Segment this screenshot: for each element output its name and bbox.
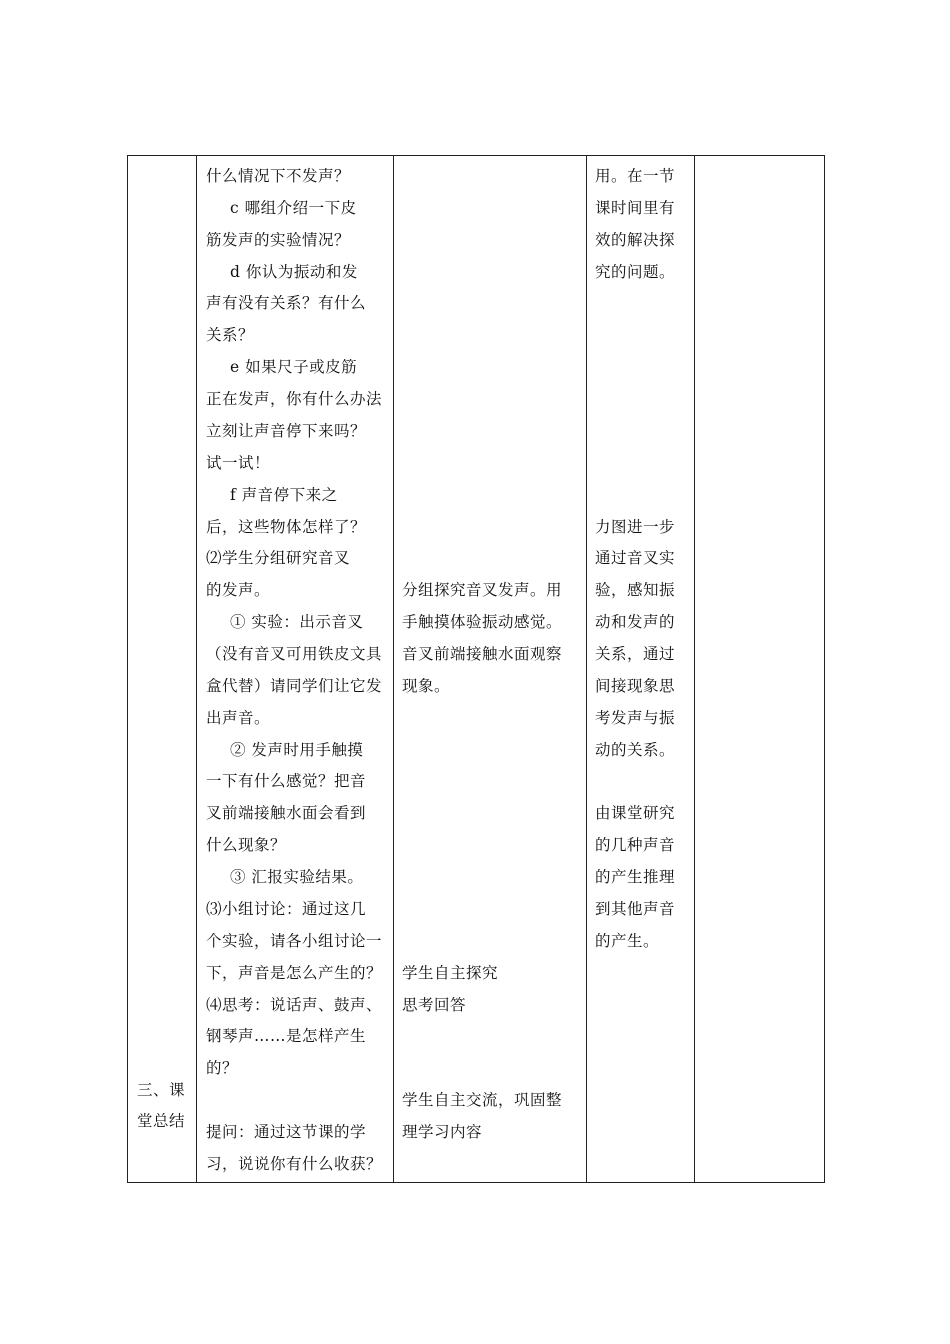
student-activity-line: 学生自主探究 bbox=[402, 964, 499, 982]
student-activity-line: 学生自主交流，巩固整 bbox=[402, 1091, 563, 1109]
teacher-activity-line: 声有没有关系？有什么 bbox=[206, 294, 367, 312]
teacher-activity-line: ⑶小组讨论：通过这几 bbox=[206, 900, 367, 918]
teacher-activity-line: 的？ bbox=[206, 1059, 239, 1077]
teacher-activity-line: 下，声音是怎么产生的？ bbox=[206, 964, 383, 982]
teacher-activity-line: 个实验，请各小组讨论一 bbox=[206, 932, 383, 950]
teacher-activity-line: 什么现象？ bbox=[206, 836, 287, 854]
teacher-activity-line: ① 实验：出示音叉 bbox=[230, 613, 364, 631]
column-divider-2 bbox=[393, 156, 394, 1182]
teacher-activity-line: 习，说说你有什么收获？ bbox=[206, 1155, 383, 1173]
student-activity-line: 思考回答 bbox=[402, 996, 467, 1014]
stage-label: 堂总结 bbox=[137, 1112, 186, 1130]
teacher-activity-line: ⑷思考：说话声、鼓声、 bbox=[206, 996, 383, 1014]
design-intent-line: 课时间里有 bbox=[595, 199, 676, 217]
teacher-activity-line: 钢琴声……是怎样产生 bbox=[206, 1027, 367, 1045]
teacher-activity-line: 后，这些物体怎样了？ bbox=[206, 518, 367, 536]
teacher-activity-line: （没有音叉可用铁皮文具 bbox=[206, 645, 383, 663]
column-divider-3 bbox=[586, 156, 587, 1182]
teacher-activity-line: 正在发声，你有什么办法 bbox=[206, 390, 383, 408]
teacher-activity-line: 什么情况下不发声？ bbox=[206, 167, 351, 185]
teacher-activity-line: 提问：通过这节课的学 bbox=[206, 1123, 367, 1141]
design-intent-line: 用。在一节 bbox=[595, 167, 676, 185]
design-intent-line: 究的问题。 bbox=[595, 263, 676, 281]
teacher-activity-line: 盒代替）请同学们让它发 bbox=[206, 677, 383, 695]
design-intent-line: 的产生推理 bbox=[595, 868, 676, 886]
teacher-activity-line: c 哪组介绍一下皮 bbox=[230, 199, 357, 217]
student-activity-line: 手触摸体验振动感觉。 bbox=[402, 613, 563, 631]
design-intent-line: 关系，通过 bbox=[595, 645, 676, 663]
teacher-activity-line: e 如果尺子或皮筋 bbox=[230, 358, 358, 376]
design-intent-line: 验，感知振 bbox=[595, 581, 676, 599]
teacher-activity-line: ③ 汇报实验结果。 bbox=[230, 868, 364, 886]
student-activity-line: 音叉前端接触水面观察 bbox=[402, 645, 563, 663]
teacher-activity-line: ② 发声时用手触摸 bbox=[230, 741, 364, 759]
column-divider-4 bbox=[694, 156, 695, 1182]
design-intent-line: 通过音叉实 bbox=[595, 549, 676, 567]
teacher-activity-line: ⑵学生分组研究音叉 bbox=[206, 549, 351, 567]
column-divider-1 bbox=[196, 156, 197, 1182]
design-intent-line: 的几种声音 bbox=[595, 836, 676, 854]
teacher-activity-line: 叉前端接触水面会看到 bbox=[206, 804, 367, 822]
teacher-activity-line: d 你认为振动和发 bbox=[230, 263, 358, 281]
student-activity-line: 现象。 bbox=[402, 677, 451, 695]
design-intent-line: 到其他声音 bbox=[595, 900, 676, 918]
student-activity-line: 分组探究音叉发声。用 bbox=[402, 581, 563, 599]
stage-label: 三、课 bbox=[137, 1081, 186, 1099]
design-intent-line: 动的关系。 bbox=[595, 741, 676, 759]
teacher-activity-line: 筋发声的实验情况？ bbox=[206, 231, 351, 249]
teacher-activity-line: 出声音。 bbox=[206, 709, 271, 727]
design-intent-line: 效的解决探 bbox=[595, 231, 676, 249]
student-activity-line: 理学习内容 bbox=[402, 1123, 483, 1141]
teacher-activity-line: 的发声。 bbox=[206, 581, 271, 599]
teacher-activity-line: 一下有什么感觉？把音 bbox=[206, 772, 367, 790]
teacher-activity-line: 立刻让声音停下来吗？ bbox=[206, 422, 367, 440]
design-intent-line: 间接现象思 bbox=[595, 677, 676, 695]
design-intent-line: 考发声与振 bbox=[595, 709, 676, 727]
design-intent-line: 的产生。 bbox=[595, 932, 660, 950]
design-intent-line: 由课堂研究 bbox=[595, 804, 676, 822]
design-intent-line: 力图进一步 bbox=[595, 518, 676, 536]
teacher-activity-line: 关系？ bbox=[206, 326, 255, 344]
design-intent-line: 动和发声的 bbox=[595, 613, 676, 631]
teacher-activity-line: 试一试！ bbox=[206, 454, 271, 472]
teacher-activity-line: f 声音停下来之 bbox=[230, 486, 338, 504]
